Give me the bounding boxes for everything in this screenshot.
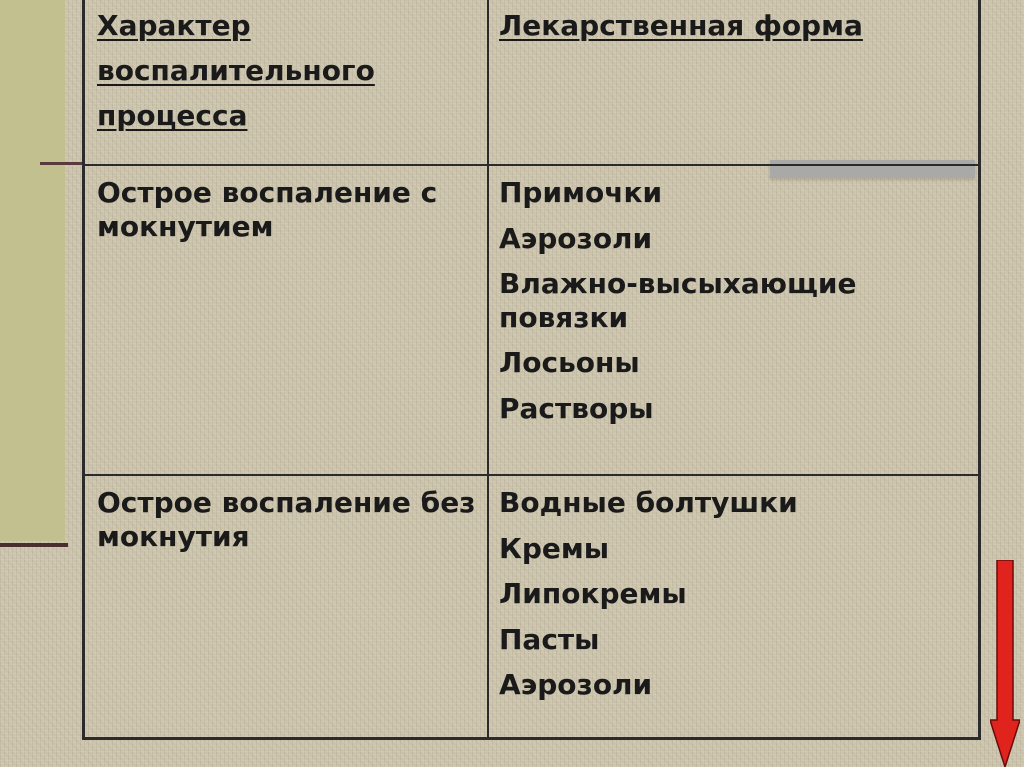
column-divider [487,0,489,737]
list-item: Кремы [499,531,610,565]
header-line: процесса [97,98,248,132]
list-item: Примочки [499,176,663,209]
list-item: Аэрозоли [499,668,653,702]
list-item: Липокремы [499,577,687,611]
treatment-table [82,0,981,740]
condition-cell: Острое воспаление без мокнутия [97,486,476,553]
decorative-line [40,162,85,165]
condition-cell: Острое воспаление с мокнутием [97,176,438,243]
down-arrow-icon [990,560,1020,767]
list-item: Влажно-высыхающие повязки [499,267,857,334]
header-line: воспалительного [97,53,375,87]
header-dosage-form: Лекарственная форма [499,9,863,42]
row-divider [85,164,978,166]
list-item: Растворы [499,391,654,425]
list-item: Лосьоны [499,346,640,380]
header-line: Характер [97,9,251,42]
forms-cell [499,486,969,702]
decorative-line [0,543,68,547]
forms-cell [499,176,969,426]
list-item: Аэрозоли [499,221,653,255]
list-item: Водные болтушки [499,486,798,519]
row-divider [85,474,978,476]
list-item: Пасты [499,622,600,656]
header-process-character [97,4,477,138]
side-decoration-bar [0,0,65,541]
